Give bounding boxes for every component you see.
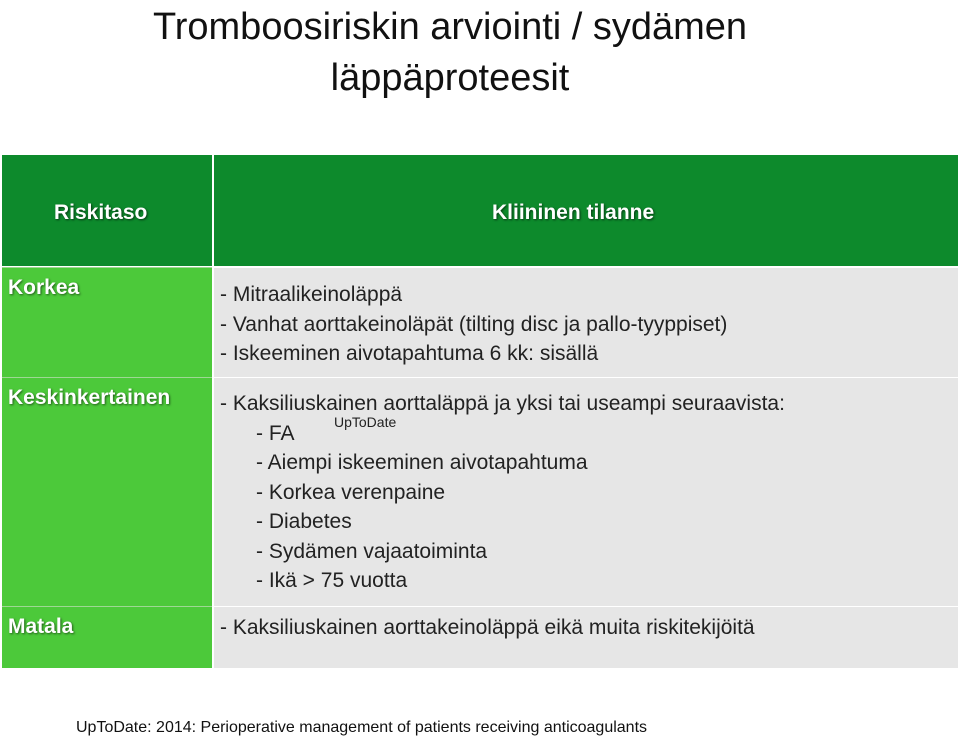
title-line-1: Tromboosiriskin arviointi / sydämen	[152, 6, 748, 48]
list-item: - Kaksiliuskainen aorttaläppä ja yksi tai useampi seuraavista:	[220, 392, 785, 415]
list-item: - Ikä > 75 vuotta	[256, 569, 408, 592]
risk-level-high-label: Korkea	[8, 276, 80, 299]
title-line-2: läppäproteesit	[330, 57, 570, 99]
list-item: - Vanhat aorttakeinoläpät (tilting disc ja pallo-tyyppiset)	[220, 313, 728, 336]
risk-level-low	[2, 606, 212, 668]
list-item: - Sydämen vajaatoiminta	[256, 540, 488, 563]
header-clinical-situation	[214, 155, 958, 266]
list-item: - Iskeeminen aivotapahtuma 6 kk: sisällä	[220, 342, 599, 365]
list-item: - Kaksiliuskainen aorttakeinoläppä eikä muita riskitekijöitä	[220, 616, 755, 639]
clinical-cell-high	[214, 267, 958, 377]
risk-level-high	[2, 267, 212, 377]
header-risk-level	[2, 155, 212, 266]
list-item: - Mitraalikeinoläppä	[220, 283, 403, 306]
list-item: - Aiempi iskeeminen aivotapahtuma	[256, 451, 588, 474]
header-risk-level-label: Riskitaso	[54, 201, 148, 224]
list-item: - Korkea verenpaine	[256, 481, 446, 504]
clinical-cell-low	[214, 606, 958, 668]
risk-level-medium	[2, 377, 212, 606]
clinical-cell-medium	[214, 377, 958, 606]
risk-level-low-label: Matala	[8, 615, 74, 638]
list-item: - Diabetes	[256, 510, 352, 533]
source-footnote: UpToDate: 2014: Perioperative management of patients receiving anticoagulants	[76, 719, 648, 736]
slide-title	[60, 2, 840, 104]
list-item: - FA	[256, 422, 295, 445]
header-clinical-situation-label: Kliininen tilanne	[492, 201, 655, 224]
uptodate-superscript: UpToDate	[334, 414, 397, 430]
risk-level-medium-label: Keskinkertainen	[8, 386, 171, 409]
